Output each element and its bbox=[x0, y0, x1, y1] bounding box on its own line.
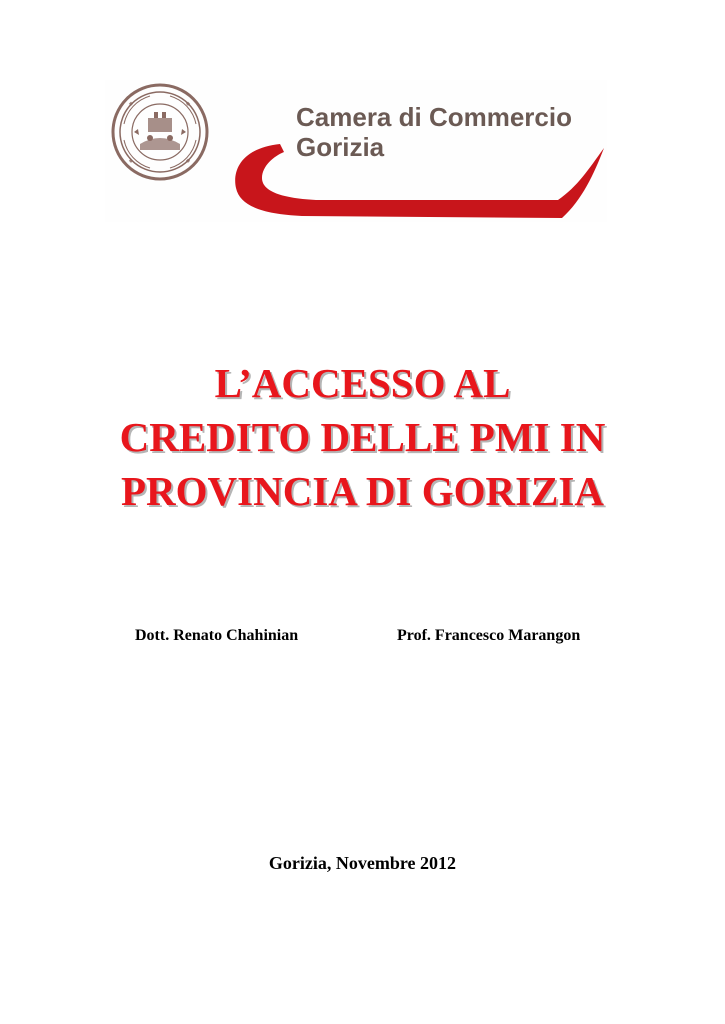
author-1: Dott. Renato Chahinian bbox=[135, 627, 299, 644]
chamber-seal-icon bbox=[110, 82, 210, 182]
document-title bbox=[60, 356, 665, 518]
red-swoosh-icon bbox=[232, 140, 607, 225]
title-line-2: CREDITO DELLE PMI IN bbox=[119, 414, 606, 460]
title-line-1: L’ACCESSO AL bbox=[214, 360, 511, 406]
organization-name-line1: Camera di Commercio bbox=[296, 102, 572, 132]
author-2: Prof. Francesco Marangon bbox=[397, 627, 581, 644]
title-line-3: PROVINCIA DI GORIZIA bbox=[121, 468, 604, 514]
place-date: Gorizia, Novembre 2012 bbox=[268, 853, 457, 873]
organization-name-line2: Gorizia bbox=[296, 132, 385, 162]
